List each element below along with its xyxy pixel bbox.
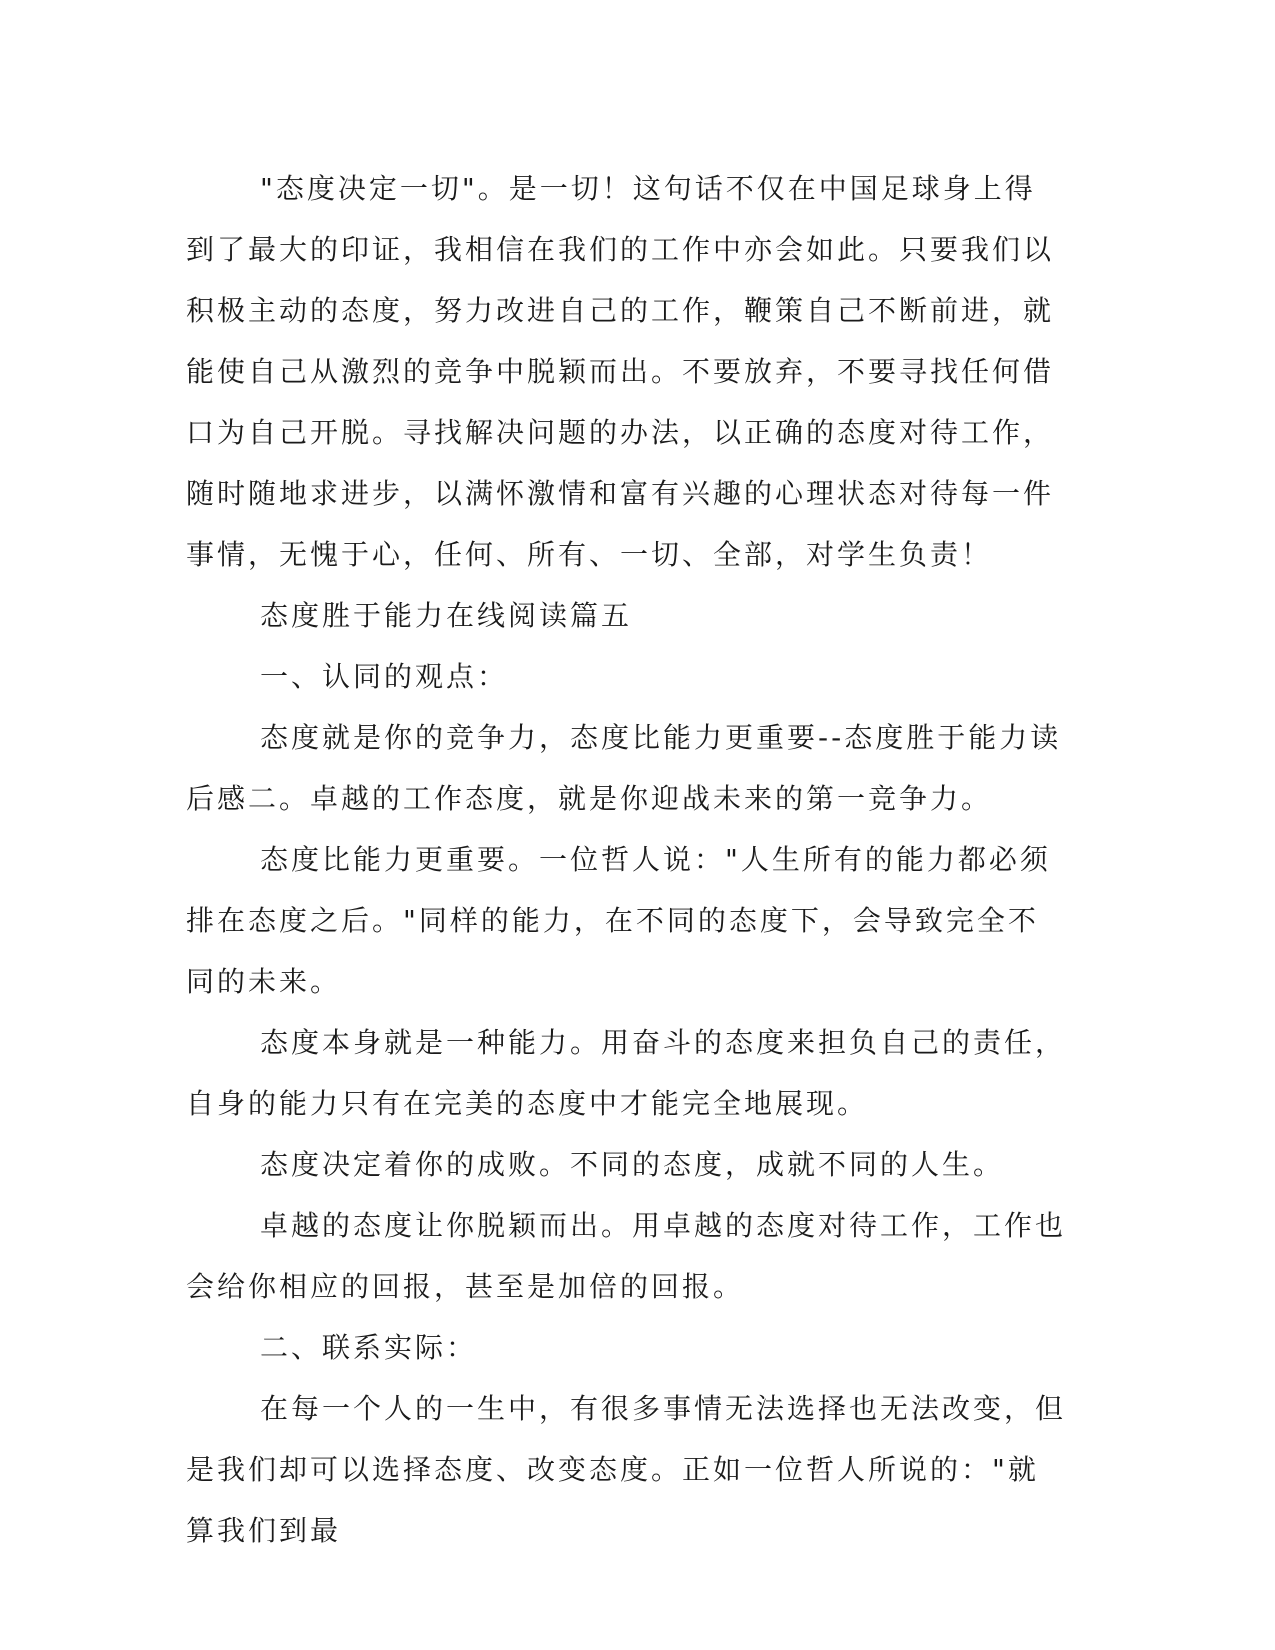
paragraph-attitude-is-ability: 态度本身就是一种能力。用奋斗的态度来担负自己的责任，自身的能力只有在完美的态度中才能完全地展现。 [186, 1026, 1067, 1120]
section-heading-part-five: 态度胜于能力在线阅读篇五 [260, 599, 633, 632]
paragraph-attitude-decides-success: 态度决定着你的成败。不同的态度，成就不同的人生。 [260, 1148, 1005, 1181]
paragraph-attitude-decides-everything: "态度决定一切"。是一切！这句话不仅在中国足球身上得到了最大的印证，我相信在我们的工作中亦会如此。只要我们以积极主动的态度，努力改进自己的工作，鞭策自己不断前进，就能使自己从激烈的竞争中脱颖而出。不要放弃，不要寻找任何借口为自己开脱。寻找解决问题的办法，以正确的态度对待工作，随时随地求进步，以满怀激情和富有兴趣的心理状态对待每一件事情，无愧于心，任何、所有、一切、全部，对学生负责！ [186, 172, 1055, 571]
subheading-agreed-views: 一、认同的观点： [260, 660, 509, 693]
subheading-connect-to-reality: 二、联系实际： [260, 1331, 478, 1364]
paragraph-choose-attitude: 在每一个人的一生中，有很多事情无法选择也无法改变，但是我们却可以选择态度、改变态度。正如一位哲人所说的："就算我们到最 [186, 1392, 1067, 1547]
document-body [186, 158, 1066, 1561]
paragraph-attitude-competitiveness: 态度就是你的竞争力，态度比能力更重要--态度胜于能力读后感二。卓越的工作态度，就是你迎战未来的第一竞争力。 [186, 721, 1062, 815]
paragraph-excellent-attitude: 卓越的态度让你脱颖而出。用卓越的态度对待工作，工作也会给你相应的回报，甚至是加倍的回报。 [186, 1209, 1067, 1303]
paragraph-attitude-over-ability: 态度比能力更重要。一位哲人说："人生所有的能力都必须排在态度之后。"同样的能力，在不同的态度下，会导致完全不同的未来。 [186, 843, 1051, 998]
